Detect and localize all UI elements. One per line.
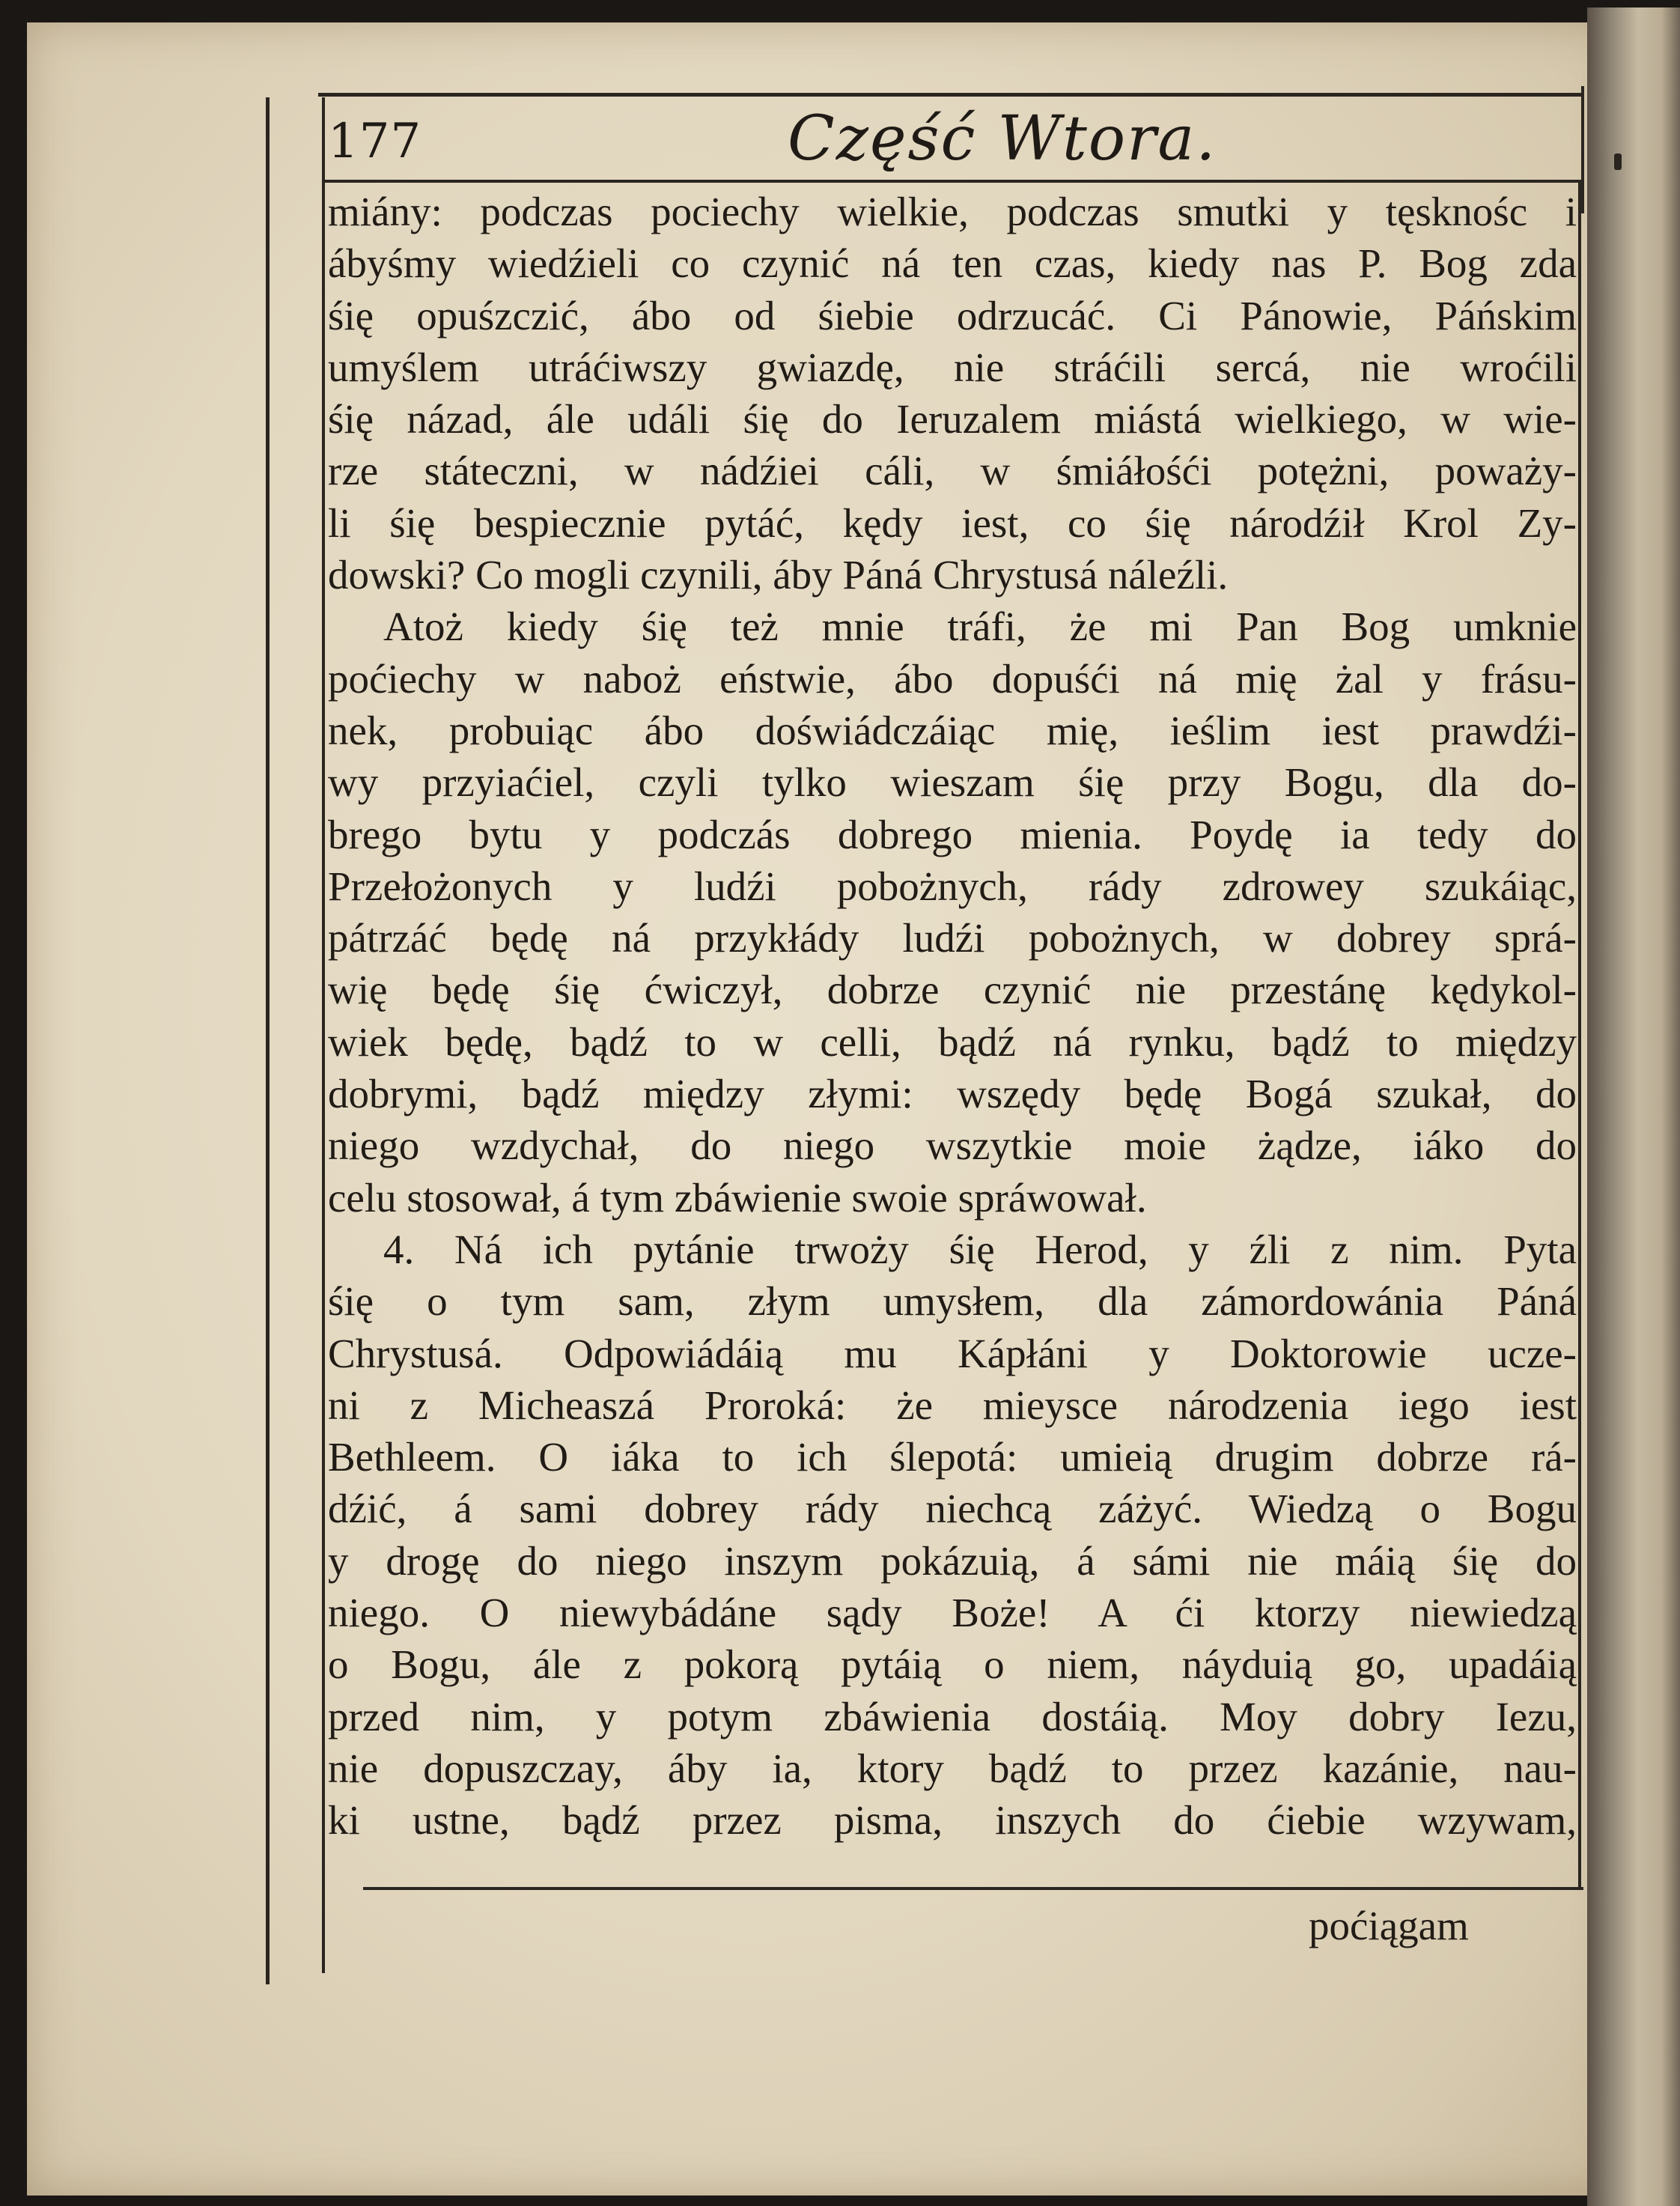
text-line: nie dopuszczay, áby ia, ktory bądź to przez kazánie, nau- xyxy=(328,1745,1577,1791)
text-line: ábyśmy wiedźieli co czynić ná ten czas, kiedy nas P. Bog zda xyxy=(328,240,1577,287)
frame-outer-left-rule xyxy=(266,97,270,1984)
text-line: ni z Micheaszá Proroká: że mieysce národzenia iego iest xyxy=(328,1382,1577,1428)
frame-outer-right-rule xyxy=(1581,86,1584,213)
gutter-ink-mark xyxy=(1614,154,1622,170)
text-line: Przełożonych y ludźi pobożnych, rády zdrowey szukáiąc, xyxy=(328,863,1577,909)
text-line: poćiechy w naboż eństwie, ábo dopuśći ná mię żal y frásu- xyxy=(328,655,1577,702)
running-title: Część Wtora. xyxy=(788,103,1217,174)
text-line: y drogę do niego inszym pokázuią, á sámi nie máią śię do xyxy=(328,1537,1577,1584)
text-block-bottom-rule xyxy=(363,1887,1583,1890)
text-line: śię opuśzczić, ábo od śiebie odrzucáć. Ci Pánowie, Páńskim xyxy=(328,292,1577,338)
text-block-right-rule xyxy=(1578,180,1581,1887)
header-top-rule xyxy=(318,93,1583,97)
text-line: Chrystusá. Odpowiádáią mu Kápłáni y Doktorowie ucze- xyxy=(328,1330,1577,1376)
text-line: rze státeczni, w nádźiei cáli, w śmiáłośći potężni, poważy- xyxy=(328,448,1577,494)
text-line: miány: podczas pociechy wielkie, podczas smutki y tęsknośc i xyxy=(328,189,1577,234)
header-bottom-rule xyxy=(322,180,1580,183)
text-line: 4. Ná ich pytánie trwoży śię Herod, y źli z nim. Pyta xyxy=(383,1226,1577,1272)
text-line: nek, probuiąc ábo doświádczáiąc mię, ieślim iest prawdźi- xyxy=(328,707,1577,753)
text-line: Bethleem. O iáka to ich ślepotá: umieią drugim dobrze rá- xyxy=(328,1434,1577,1480)
body-text xyxy=(328,186,1577,1847)
book-gutter xyxy=(1587,7,1680,2206)
text-line: Atoż kiedy śię też mnie tráfi, że mi Pan Bog umknie xyxy=(383,604,1577,650)
text-line: dobrymi, bądź między złymi: wszędy będę Bogá szukał, do xyxy=(328,1071,1577,1117)
text-line: umyślem utráćiwszy gwiazdę, nie stráćili sercá, nie wroćili xyxy=(328,344,1577,390)
text-line: śię o tym sam, złym umysłem, dla zámordowánia Páná xyxy=(328,1278,1577,1325)
text-line: niego. O niewybádáne sądy Boże! A ći ktorzy niewiedzą xyxy=(328,1590,1577,1636)
text-line: celu stosował, á tym zbáwienie swoie spráwował. xyxy=(328,1174,1147,1221)
catchword: poćiągam xyxy=(1309,1903,1469,1948)
text-line: dźić, á sami dobrey rády niechcą záżyć. Wiedzą o Bogu xyxy=(328,1486,1577,1532)
text-line: brego bytu y podczás dobrego mienia. Poydę ia tedy do xyxy=(328,811,1577,857)
text-line: wiek będę, bądź to w celli, bądź ná rynku, bądź to między xyxy=(328,1018,1577,1065)
text-line: ki ustne, bądź przez pisma, inszych do ćiebie wzywam, xyxy=(328,1797,1577,1844)
text-line: o Bogu, ále z pokorą pytáią o niem, náyduią go, upadáią xyxy=(328,1641,1577,1688)
text-line: pátrzáć będę ná przykłády ludźi pobożnych, w dobrey sprá- xyxy=(328,915,1577,961)
running-header xyxy=(323,99,1580,174)
page-number: 177 xyxy=(328,114,422,169)
text-line: wy przyiaćiel, czyli tylko wieszam śię przy Bogu, dla do- xyxy=(328,759,1577,806)
text-line: li śię bespiecznie pytáć, kędy iest, co śię národźił Krol Zy- xyxy=(328,499,1577,546)
text-line: niego wzdychał, do niego wszytkie moie żądze, iáko do xyxy=(328,1122,1577,1169)
text-line: dowski? Co mogli czynili, áby Páná Chrystusá náleźli. xyxy=(328,552,1229,598)
text-line: wię będę śię ćwiczył, dobrze czynić nie przestánę kędykol- xyxy=(328,967,1577,1013)
text-block-left-rule xyxy=(322,97,325,1973)
text-line: śię názad, ále událi śię do Ieruzalem miástá wielkiego, w wie- xyxy=(328,396,1577,443)
text-line: przed nim, y potym zbáwienia dostáią. Moy dobry Iezu, xyxy=(328,1693,1577,1739)
